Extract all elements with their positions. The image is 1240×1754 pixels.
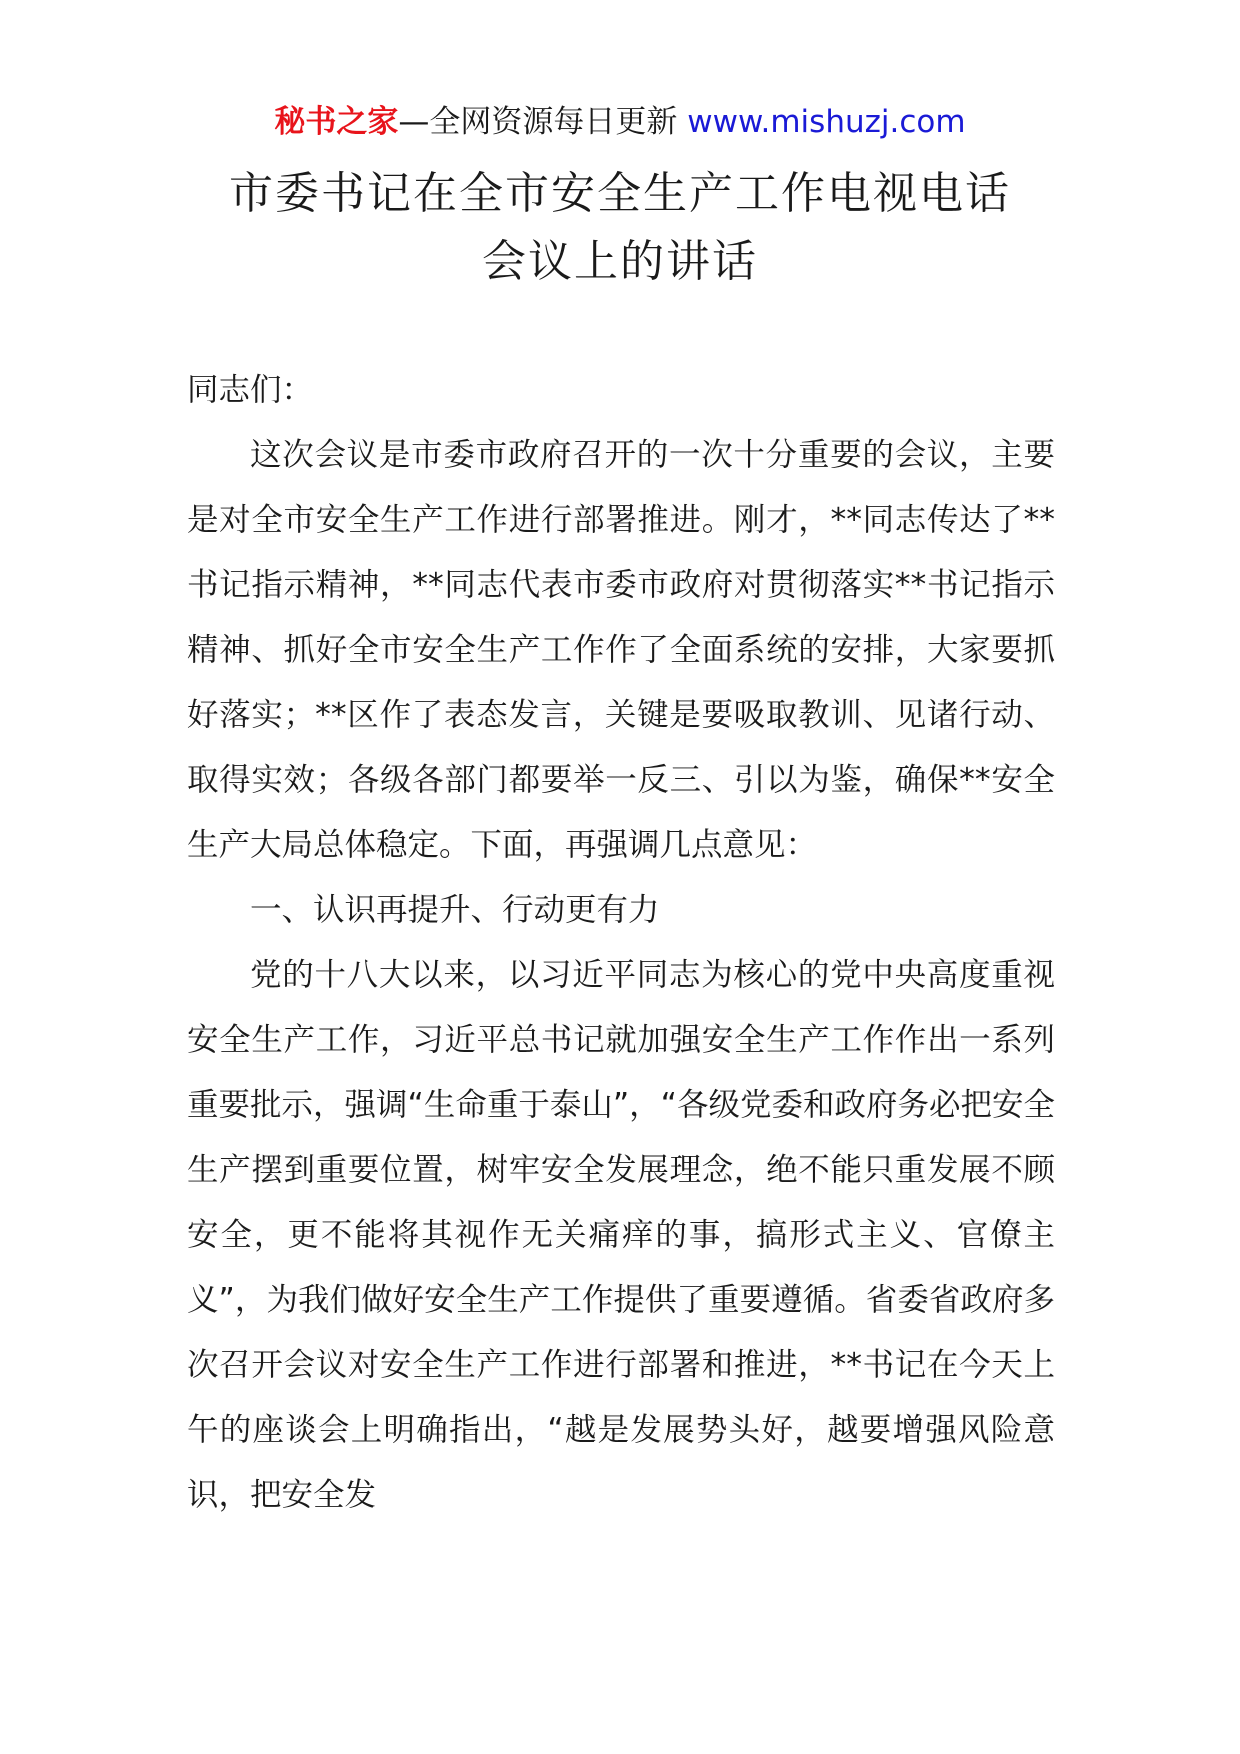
title-line-1: 市委书记在全市安全生产工作电视电话 xyxy=(229,168,1011,219)
document-body xyxy=(187,358,1055,1528)
title-line-2: 会议上的讲话 xyxy=(482,236,758,287)
paragraph-2: 党的十八大以来，以习近平同志为核心的党中央高度重视安全生产工作，习近平总书记就加强安全生产工作作出一系列重要批示，强调“生命重于泰山”，“各级党委和政府务必把安全生产摆到重要位置，树牢安全发展理念，绝不能只重发展不顾安全，更不能将其视作无关痛痒的事，搞形式主义、官僚主义”，为我们做好安全生产工作提供了重要遵循。省委省政府多次召开会议对安全生产工作进行部署和推进，**书记在今天上午的座谈会上明确指出，“越是发展势头好，越要增强风险意识，把安全发 xyxy=(187,957,1055,1513)
paragraph-1: 这次会议是市委市政府召开的一次十分重要的会议，主要是对全市安全生产工作进行部署推进。刚才，**同志传达了**书记指示精神，**同志代表市委市政府对贯彻落实**书记指示精神、抓好全市安全生产工作作了全面系统的安排，大家要抓好落实；**区作了表态发言，关键是要吸取教训、见诸行动、取得实效；各级各部门都要举一反三、引以为鉴，确保**安全生产大局总体稳定。下面，再强调几点意见： xyxy=(187,437,1055,863)
document-title xyxy=(0,160,1240,296)
brand-name: 秘书之家 xyxy=(274,104,399,140)
site-link[interactable]: www.mishuzj.com xyxy=(687,104,966,140)
header-slogan: —全网资源每日更新 xyxy=(398,104,688,140)
section-heading-1: 一、认识再提升、行动更有力 xyxy=(250,892,660,928)
site-header xyxy=(0,100,1240,144)
salutation: 同志们： xyxy=(187,372,314,408)
